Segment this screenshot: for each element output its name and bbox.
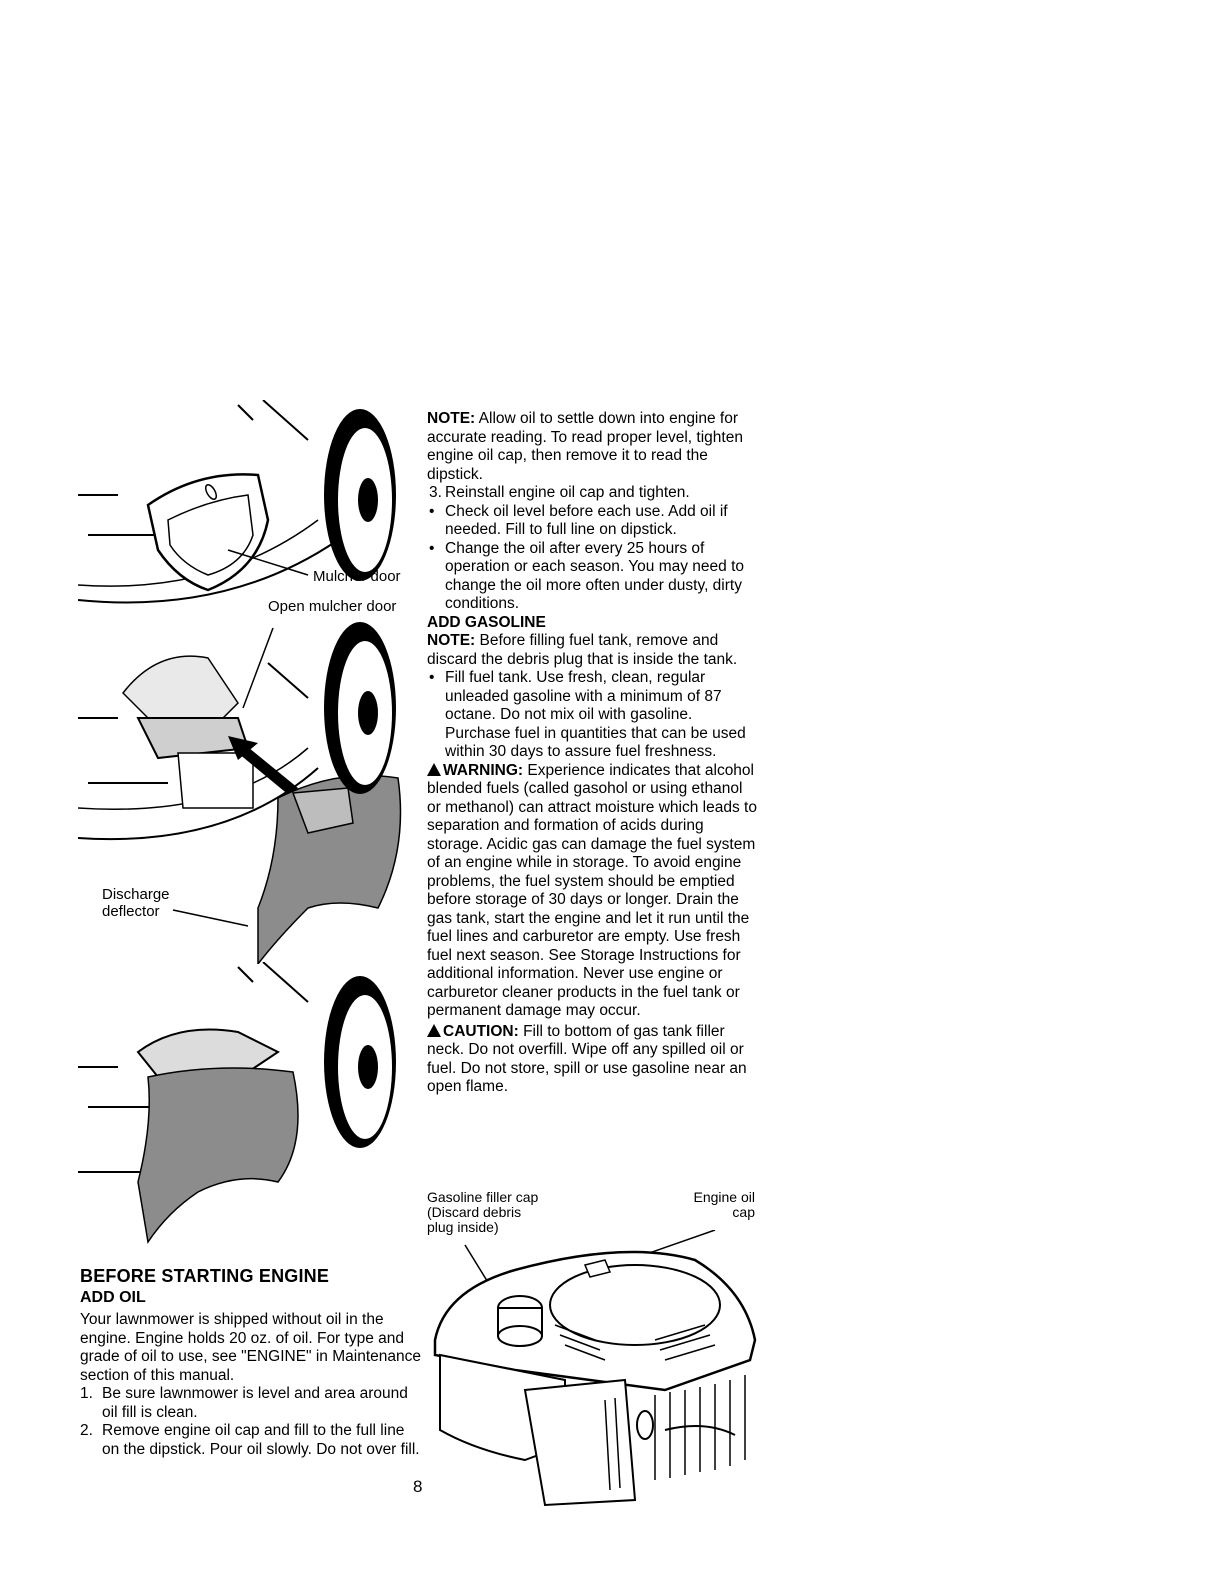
list-item <box>427 484 757 503</box>
step-number: 1. <box>80 1385 93 1402</box>
bullet-text: Change the oil after every 25 hours of operation or each season. You may need to change the oil more often under dusty, dirty conditions. <box>445 539 745 612</box>
right-text-column <box>427 410 757 1097</box>
bullet-glyph: • <box>429 669 435 686</box>
bullet-text: Fill fuel tank. Use fresh, clean, regular unleaded gasoline with a minimum of 87 octane. Do not mix oil with gasoline. Purchase fuel in quantities that can be used within 30 days to assure fuel freshness. <box>445 669 746 760</box>
warning-text: Experience indicates that alcohol blended fuels (called gasohol or using ethanol or methanol) can attract moisture which leads to separation and formation of acids during storage. Acidic gas can damage the fuel system of an engine while in storage. To avoid engine problems, the fuel system should be emptied before storage of 30 days or longer. Drain the gas tank, start the engine and let it run until the fuel lines and carburetor are empty. Use fresh fuel next season. See Storage Instructions for additional information. Never use engine or carburetor cleaner products in the fuel tank or permanent damage may occur. <box>427 761 757 1019</box>
fuel-bullets <box>427 669 757 762</box>
note-label: NOTE: <box>427 410 476 427</box>
note-oil-reading <box>427 410 757 484</box>
figure-mulcher-door <box>78 400 418 615</box>
heading-add-gasoline: ADD GASOLINE <box>427 613 546 631</box>
step-number: 3. <box>429 484 442 501</box>
bullet-glyph: • <box>429 539 435 557</box>
caution-text: Fill to bottom of gas tank filler neck. Do not overfill. Wipe off any spilled oil or fuel. Do not store, spill or use gasoline near an open flame. <box>427 1022 747 1095</box>
list-item <box>80 1422 425 1459</box>
callout-gasoline-filler-cap: Gasoline filler cap (Discard debris plug inside) <box>427 1189 539 1235</box>
engine-illustration <box>425 1230 760 1510</box>
note-text: Before filling fuel tank, remove and discard the debris plug that is inside the tank. <box>427 632 738 668</box>
warning-block <box>427 762 757 1021</box>
subheading-add-oil: ADD OIL <box>80 1289 146 1306</box>
figure-engine <box>425 1230 760 1510</box>
bullet-glyph: • <box>429 502 435 520</box>
caution-block <box>427 1023 757 1097</box>
page-number: 8 <box>413 1477 423 1496</box>
list-item <box>427 540 757 614</box>
add-oil-steps <box>80 1385 425 1459</box>
deflector-installed-illustration <box>78 962 418 1252</box>
note-debris-plug <box>427 632 757 669</box>
oil-bullets <box>427 503 757 614</box>
step-text: Be sure lawnmower is level and area around oil fill is clean. <box>102 1385 408 1421</box>
add-oil-intro: Your lawnmower is shipped without oil in the engine. Engine holds 20 oz. of oil. For type and grade of oil to use, see "ENGINE" in Maintenance section of this manual. <box>80 1311 421 1384</box>
list-item <box>427 669 757 762</box>
step-text: Reinstall engine oil cap and tighten. <box>445 484 690 501</box>
warning-icon <box>427 763 441 776</box>
callout-open-mulcher-door: Open mulcher door <box>268 598 397 615</box>
bullet-text: Check oil level before each use. Add oil if needed. Fill to full line on dipstick. <box>445 502 728 538</box>
callout-mulcher-door: Mulcher door <box>313 568 401 585</box>
note-text: Allow oil to settle down into engine for accurate reading. To read proper level, tighten engine oil cap, then remove it to read the dipstick. <box>427 410 743 483</box>
step-number: 2. <box>80 1422 93 1439</box>
warning-label: WARNING: <box>443 761 524 779</box>
list-item <box>80 1385 425 1422</box>
step-3 <box>427 484 757 503</box>
figure-open-mulcher-door <box>78 608 418 964</box>
left-text-column <box>80 1266 425 1459</box>
list-item <box>427 503 757 540</box>
caution-label: CAUTION: <box>443 1022 519 1040</box>
callout-discharge-deflector: Discharge deflector <box>102 886 170 920</box>
heading-before-starting-engine: BEFORE STARTING ENGINE <box>80 1266 330 1286</box>
caution-icon <box>427 1024 441 1037</box>
step-text: Remove engine oil cap and fill to the full line on the dipstick. Pour oil slowly. Do not over fill. <box>102 1422 420 1458</box>
callout-engine-oil-cap: Engine oil cap <box>693 1189 755 1220</box>
figure-deflector-installed <box>78 962 418 1252</box>
note-label: NOTE: <box>427 632 476 649</box>
